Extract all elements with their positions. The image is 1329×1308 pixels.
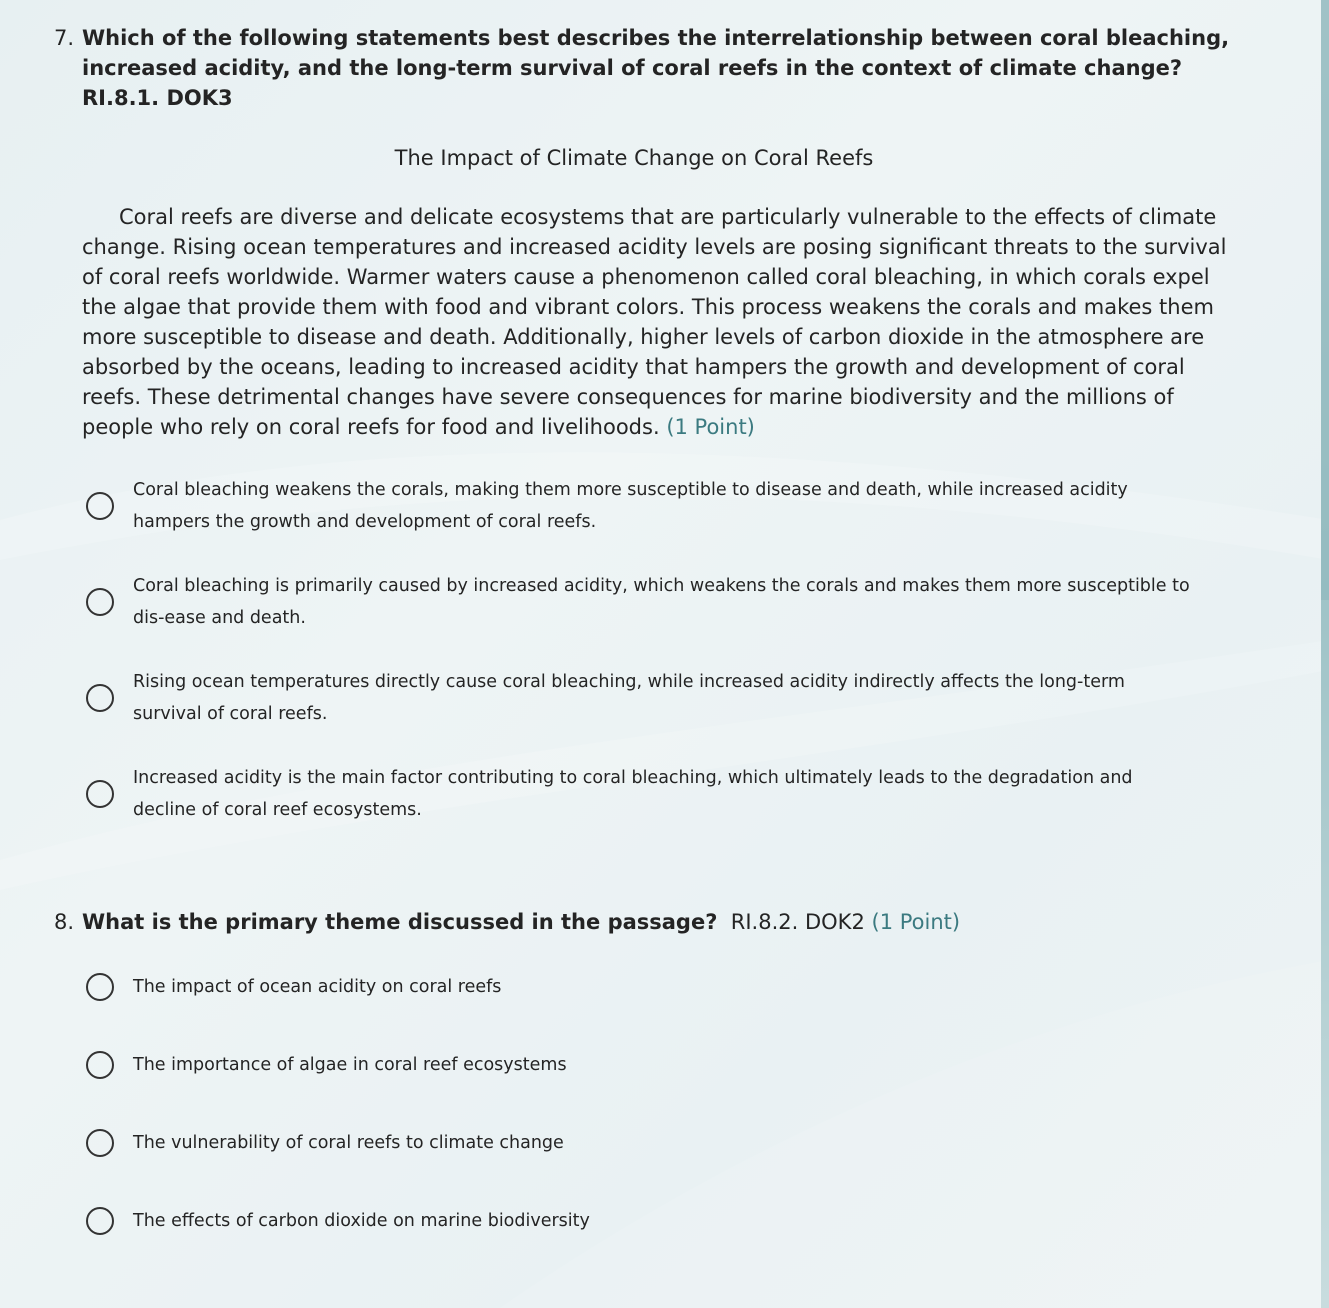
option-8b[interactable] (86, 1049, 1254, 1081)
standard-tag: RI.8.2. DOK2 (730, 910, 865, 934)
option-7d[interactable] (86, 762, 1254, 826)
question-7-header (54, 23, 1254, 113)
option-label: Rising ocean temperatures directly cause coral bleaching, while increased acidity indirectly affects the long-term survival of coral reefs. (133, 671, 1125, 724)
radio-button[interactable] (86, 588, 114, 616)
question-number: 7. (54, 26, 75, 50)
option-7b[interactable] (86, 570, 1254, 634)
scrollbar-thumb[interactable] (1321, 0, 1329, 600)
question-8-options (86, 971, 1254, 1237)
radio-button[interactable] (86, 1207, 114, 1235)
question-text (82, 23, 1254, 113)
option-7c[interactable] (86, 666, 1254, 730)
option-8d[interactable] (86, 1205, 1254, 1237)
passage-body: Coral reefs are diverse and delicate ecosystems that are particularly vulnerable to the effects of climate change. Rising ocean temperatures and increased acidity levels are posing significant threats to the survival of coral reefs worldwide. Warmer waters cause a phenomenon called coral bleaching, in which corals expel the algae that provide them with food and vibrant colors. This process weakens the corals and makes them more susceptible to disease and death. Additionally, higher levels of carbon dioxide in the atmosphere are absorbed by the oceans, leading to increased acidity that hampers the growth and development of coral reefs. These detrimental changes have severe consequences for marine biodiversity and the millions of people who rely on coral reefs for food and livelihoods. (82, 205, 1227, 439)
radio-button[interactable] (86, 684, 114, 712)
passage-text (82, 202, 1237, 442)
radio-button[interactable] (86, 973, 114, 1001)
option-label: Coral bleaching is primarily caused by increased acidity, which weakens the corals and makes them more susceptible to dis-ease and death. (133, 575, 1190, 628)
option-label: The effects of carbon dioxide on marine biodiversity (133, 1210, 590, 1231)
question-text (82, 907, 1254, 937)
option-label: Increased acidity is the main factor contributing to coral bleaching, which ultimately leads to the degradation and decline of coral reef ecosystems. (133, 767, 1133, 820)
radio-button[interactable] (86, 780, 114, 808)
radio-button[interactable] (86, 1051, 114, 1079)
question-title: Which of the following statements best describes the interrelationship between coral bleaching, increased acidity, and the long-term survival of coral reefs in the context of climate change? RI.8.1. DOK3 (82, 26, 1230, 110)
radio-button[interactable] (86, 1129, 114, 1157)
option-label: The vulnerability of coral reefs to climate change (133, 1132, 564, 1153)
question-title: What is the primary theme discussed in the passage? (82, 910, 718, 934)
points-label: (1 Point) (666, 415, 755, 439)
radio-button[interactable] (86, 492, 114, 520)
points-label: (1 Point) (871, 910, 961, 934)
passage-title: The Impact of Climate Change on Coral Reefs (394, 146, 874, 170)
option-label: Coral bleaching weakens the corals, making them more susceptible to disease and death, while increased acidity hampers the growth and development of coral reefs. (133, 479, 1128, 532)
option-8c[interactable] (86, 1127, 1254, 1159)
option-7a[interactable] (86, 474, 1254, 538)
question-8-header (54, 907, 1254, 937)
question-number: 8. (54, 910, 75, 934)
question-7 (54, 23, 1254, 826)
option-8a[interactable] (86, 971, 1254, 1003)
question-7-options (86, 474, 1254, 826)
option-label: The impact of ocean acidity on coral reefs (133, 976, 502, 997)
option-label: The importance of algae in coral reef ecosystems (133, 1054, 567, 1075)
question-8 (54, 907, 1254, 1237)
